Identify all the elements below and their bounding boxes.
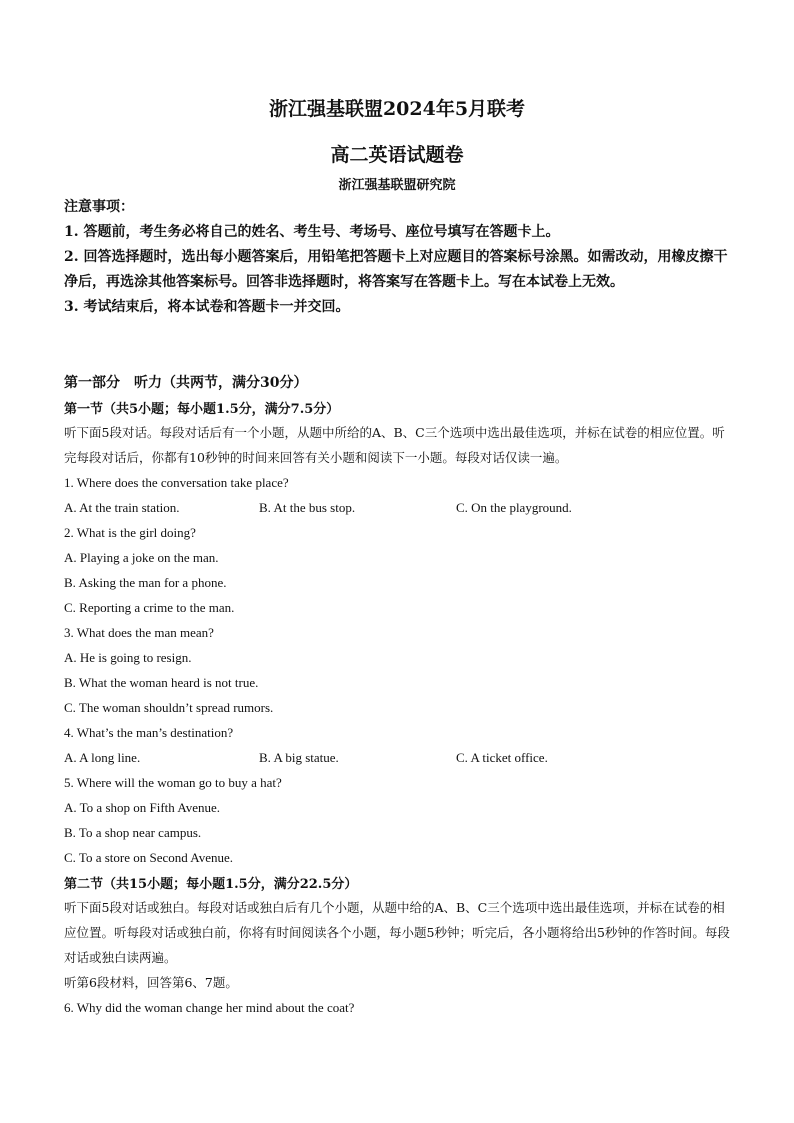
exam-subtitle: 高二英语试题卷: [330, 144, 464, 166]
exam-organizer: 浙江强基联盟研究院: [338, 178, 456, 193]
section1-heading: 第一节（共5小题；每小题1.5分，满分7.5分）: [64, 402, 340, 417]
option-b: B. A big statue.: [259, 750, 339, 765]
section2-block: [64, 895, 730, 1020]
part1-heading: 第一部分 听力（共两节，满分30分）: [64, 375, 308, 391]
question-1: 1. Where does the conversation take place?: [64, 475, 289, 490]
notice-item-3: 3. 考试结束后，将本试卷和答题卡一并交回。: [64, 299, 350, 315]
question-3: 3. What does the man mean?: [64, 625, 214, 640]
notice-item-1: 1. 答题前，考生务必将自己的姓名、考生号、考场号、座位号填写在答题卡上。: [64, 224, 560, 240]
notice-item-2: 2. 回答选择题时，选出每小题答案后，用铅笔把答题卡上对应题目的答案标号涂黑。如需改动，用橡皮擦干净后，再选涂其他答案标号。回答非选择题时，将答案写在答题卡上。写在本试卷上无效。: [64, 249, 728, 290]
question-5: 5. Where will the woman go to buy a hat?: [64, 775, 282, 790]
material-note: 听第6段材料，回答第6、7题。: [64, 975, 238, 990]
option-a: A. At the train station.: [64, 500, 180, 515]
exam-title: 浙江强基联盟2024年5月联考: [268, 98, 526, 120]
section2-heading: 第二节（共15小题；每小题1.5分，满分22.5分）: [64, 877, 358, 892]
question-6: 6. Why did the woman change her mind about the coat?: [64, 1000, 355, 1015]
option-b: B. At the bus stop.: [259, 500, 356, 515]
section1-block: [64, 420, 730, 870]
option-a: A. Playing a joke on the man.: [64, 550, 219, 565]
option-c: C. To a store on Second Avenue.: [64, 850, 234, 865]
option-a: A. A long line.: [64, 750, 141, 765]
option-c: C. On the playground.: [456, 500, 572, 515]
option-b: B. Asking the man for a phone.: [64, 575, 227, 590]
option-b: B. To a shop near campus.: [64, 825, 202, 840]
option-a: A. He is going to resign.: [64, 650, 192, 665]
option-b: B. What the woman heard is not true.: [64, 675, 259, 690]
section2-instructions: 听下面5段对话或独白。每段对话或独白后有几个小题，从题中给的A、B、C三个选项中选出最佳选项，并标在试卷的相应位置。听每段对话或独白前，你将有时间阅读各个小题，每小题5秒钟；听完后，各小题将给出5秒钟的作答时间。每段对话或独白读两遍。: [64, 900, 730, 965]
option-c: C. The woman shouldn’t spread rumors.: [64, 700, 274, 715]
notice-block: [64, 195, 730, 320]
question-4: 4. What’s the man’s destination?: [64, 725, 234, 740]
question-2: 2. What is the girl doing?: [64, 525, 196, 540]
question-4-options: [64, 745, 730, 770]
option-c: C. Reporting a crime to the man.: [64, 600, 235, 615]
option-a: A. To a shop on Fifth Avenue.: [64, 800, 221, 815]
section1-instructions: 听下面5段对话。每段对话后有一个小题，从题中所给的A、B、C三个选项中选出最佳选项，并标在试卷的相应位置。听完每段对话后，你都有10秒钟的时间来回答有关小题和阅读下一小题。每段对话仅读一遍。: [64, 425, 725, 465]
question-1-options: [64, 495, 730, 520]
notice-heading: 注意事项：: [64, 199, 134, 215]
option-c: C. A ticket office.: [456, 750, 548, 765]
